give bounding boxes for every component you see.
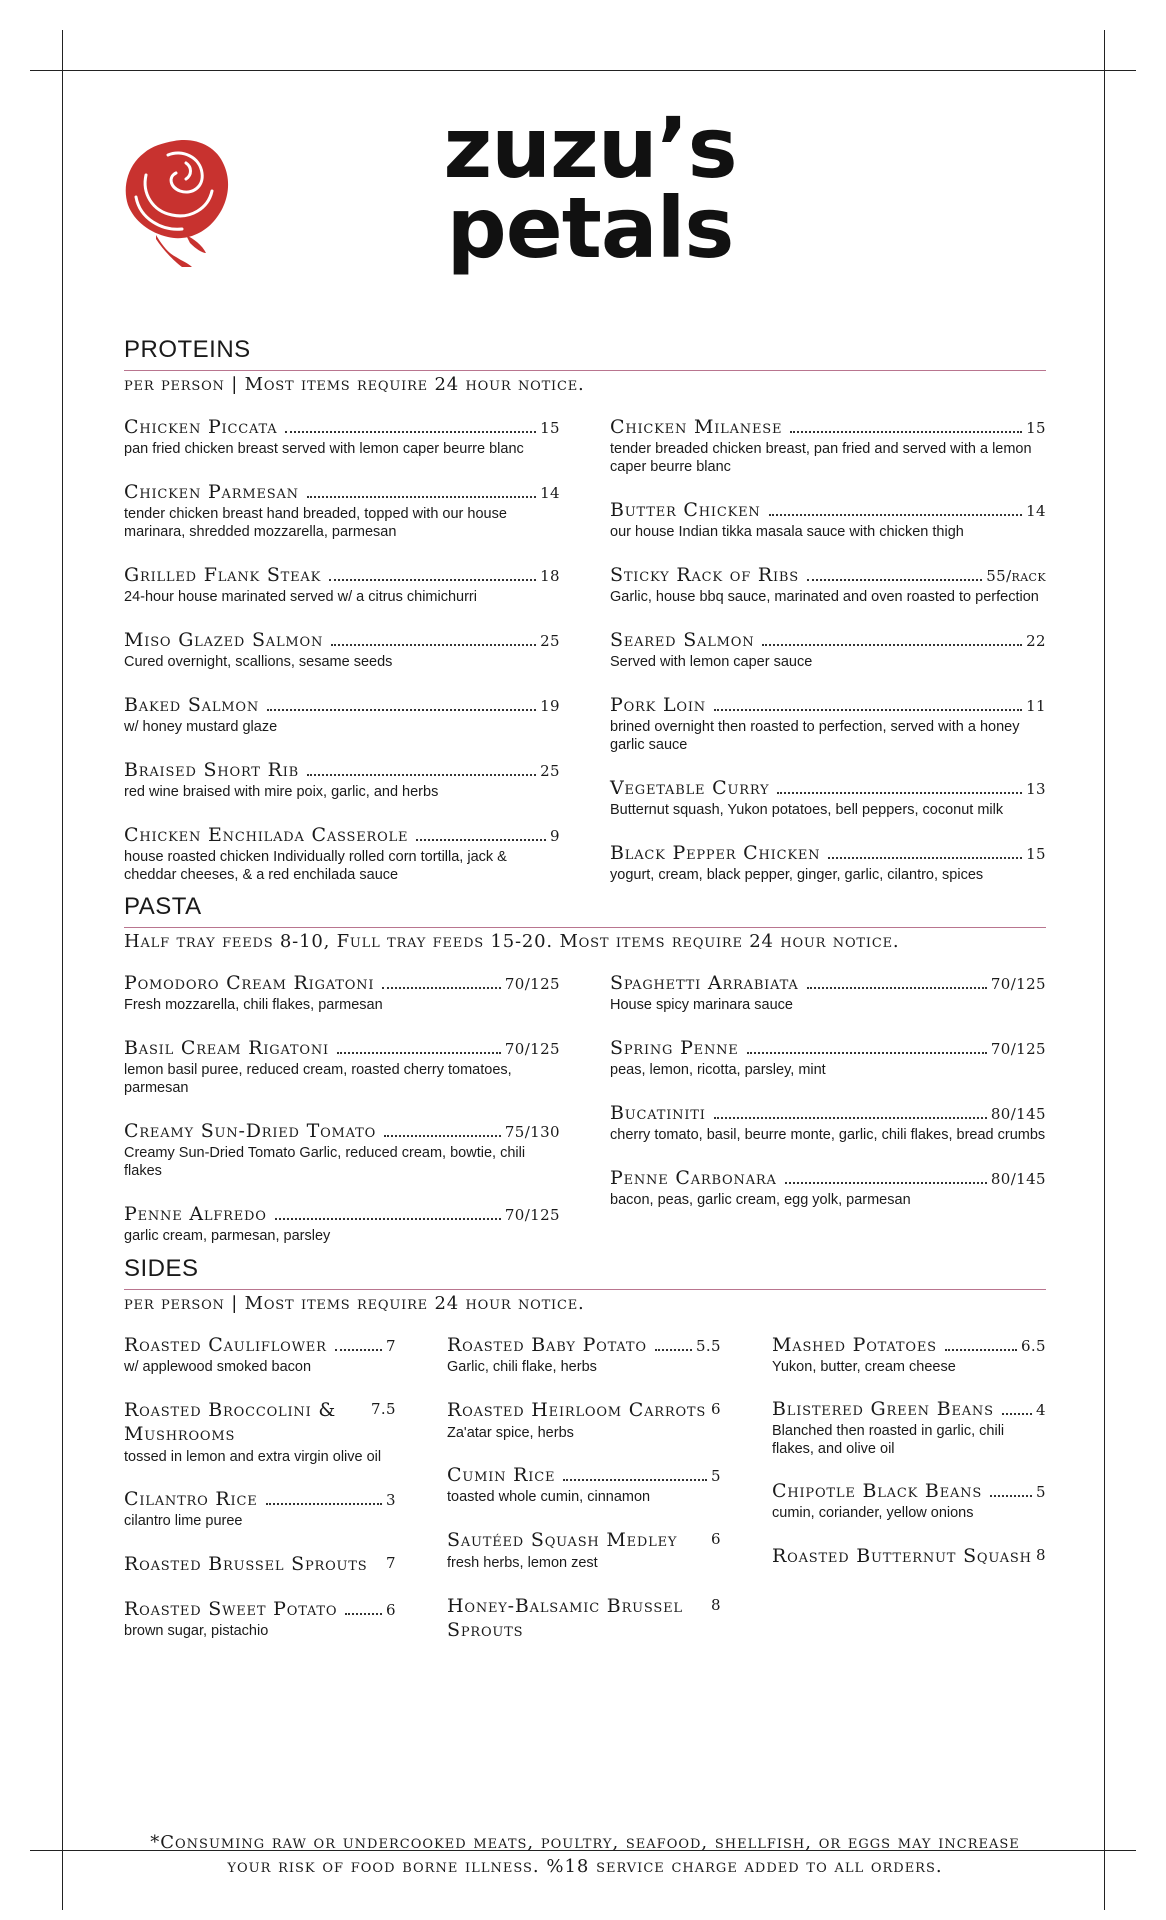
sides-title: SIDES: [124, 1255, 199, 1282]
menu-item: [772, 1480, 1046, 1522]
menu-item: [124, 759, 560, 801]
menu-item-name: Penne Carbonara: [610, 1167, 777, 1189]
menu-item-name: Creamy Sun-Dried Tomato: [124, 1120, 377, 1142]
proteins-note: per person | Most items require 24 hour notice.: [124, 374, 585, 395]
menu-item: [447, 1464, 721, 1506]
menu-item-description: Blanched then roasted in garlic, chili flakes, and olive oil: [772, 1423, 1005, 1457]
menu-item-name: Blistered Green Beans: [772, 1398, 994, 1420]
menu-item-leader: [714, 709, 1022, 711]
menu-item-description: tender breaded chicken breast, pan fried and served with a lemon caper beurre blanc: [610, 441, 1032, 475]
menu-item-line: [124, 1334, 396, 1356]
menu-item-price: 25: [540, 762, 560, 780]
menu-item-description: peas, lemon, ricotta, parsley, mint: [610, 1062, 826, 1078]
menu-item-description: w/ applewood smoked bacon: [124, 1359, 312, 1375]
menu-item-leader: [785, 1182, 987, 1184]
menu-item-name: Roasted Brussel Sprouts: [124, 1553, 368, 1575]
menu-item-price: 19: [540, 697, 560, 715]
menu-item-description: Garlic, house bbq sauce, marinated and oven roasted to perfection: [610, 589, 1039, 605]
menu-item-description: Garlic, chili flake, herbs: [447, 1359, 597, 1375]
menu-item: [447, 1528, 721, 1572]
menu-item: [124, 1398, 396, 1466]
menu-item-description: Za'atar spice, herbs: [447, 1425, 574, 1441]
menu-item-name: Roasted Broccolini & Mushrooms: [124, 1399, 337, 1445]
menu-item-leader: [266, 1503, 383, 1505]
menu-item-line: [124, 694, 560, 716]
menu-item-description: house roasted chicken Individually rolled corn tortilla, jack & cheddar cheeses, & a red enchilada sauce: [124, 849, 507, 883]
menu-item: [124, 416, 560, 458]
sides-rule: [124, 1289, 1046, 1290]
menu-item: [124, 1203, 560, 1245]
menu-item-line: [610, 416, 1046, 438]
menu-item-line: [772, 1398, 1046, 1420]
crop-mark-top: [30, 70, 1136, 71]
menu-item-price: 15: [540, 419, 560, 437]
menu-item-line: [124, 564, 560, 586]
menu-item: [610, 564, 1046, 606]
crop-mark-left: [62, 30, 63, 1910]
menu-item-leader: [945, 1349, 1017, 1351]
menu-item-description: Fresh mozzarella, chili flakes, parmesan: [124, 997, 383, 1013]
menu-item-leader: [382, 987, 501, 989]
menu-item-line: [124, 1598, 396, 1620]
menu-item-line: [447, 1398, 721, 1422]
menu-item-leader: [769, 514, 1023, 516]
menu-item-price: 7: [386, 1554, 396, 1572]
menu-item: [610, 694, 1046, 754]
menu-item-price: 7: [386, 1337, 396, 1355]
menu-item-line: [610, 694, 1046, 716]
menu-item-leader: [345, 1613, 382, 1615]
menu-item-description: toasted whole cumin, cinnamon: [447, 1489, 651, 1505]
menu-item-leader: [267, 709, 536, 711]
menu-item-price: 70/125: [504, 1040, 560, 1058]
menu-item-name: Chicken Piccata: [124, 416, 278, 438]
menu-item-price: 70/125: [504, 1206, 560, 1224]
menu-item: [610, 499, 1046, 541]
menu-item-price: 70/125: [504, 975, 560, 993]
menu-item-line: [772, 1334, 1046, 1356]
menu-item-name: Penne Alfredo: [124, 1203, 267, 1225]
menu-item-name: Roasted Cauliflower: [124, 1334, 327, 1356]
menu-item: [610, 972, 1046, 1014]
menu-item: [610, 1037, 1046, 1079]
menu-item-description: w/ honey mustard glaze: [124, 719, 278, 735]
menu-item-name: Spaghetti Arrabiata: [610, 972, 799, 994]
menu-item: [772, 1398, 1046, 1458]
proteins-rule: [124, 370, 1046, 371]
menu-item: [447, 1398, 721, 1442]
menu-item-price: 6: [386, 1601, 396, 1619]
menu-item-price: 14: [1026, 502, 1046, 520]
menu-item-name: Baked Salmon: [124, 694, 259, 716]
menu-item-line: [610, 1167, 1046, 1189]
menu-item-description: brined overnight then roasted to perfection, served with a honey garlic sauce: [610, 719, 1020, 753]
menu-item-leader: [337, 1052, 501, 1054]
menu-item-description: Creamy Sun-Dried Tomato Garlic, reduced cream, bowtie, chili flakes: [124, 1145, 526, 1179]
brand-line-1: zuzu’s: [443, 99, 737, 197]
menu-item-name: Pomodoro Cream Rigatoni: [124, 972, 375, 994]
menu-item: [124, 1552, 396, 1576]
menu-item-price: 15: [1026, 845, 1046, 863]
menu-item-name: Cilantro Rice: [124, 1488, 258, 1510]
menu-item: [124, 1334, 396, 1376]
proteins-left-column: [124, 416, 560, 884]
menu-item-line: [447, 1594, 721, 1642]
menu-item-leader: [655, 1349, 692, 1351]
menu-item-line: [124, 1552, 396, 1576]
menu-item-name: Honey-Balsamic Brussel Sprouts: [447, 1595, 683, 1641]
menu-item-name: Basil Cream Rigatoni: [124, 1037, 329, 1059]
menu-item-name: Miso Glazed Salmon: [124, 629, 324, 651]
menu-item-description: tender chicken breast hand breaded, topped with our house marinara, shredded mozzarella, parmesan: [124, 506, 507, 540]
menu-item-price: 6.5: [1020, 1337, 1046, 1355]
menu-item-name: Chicken Parmesan: [124, 481, 299, 503]
menu-item: [124, 481, 560, 541]
menu-item-leader: [329, 579, 536, 581]
menu-item-description: brown sugar, pistachio: [124, 1623, 269, 1639]
menu-item-leader: [990, 1495, 1032, 1497]
menu-item-price: 14: [540, 484, 560, 502]
menu-item: [447, 1594, 721, 1642]
menu-item-line: [610, 1102, 1046, 1124]
menu-item-price: 6: [711, 1400, 721, 1418]
menu-item-name: Pork Loin: [610, 694, 706, 716]
menu-item-name: Cumin Rice: [447, 1464, 556, 1486]
menu-item-leader: [563, 1479, 707, 1481]
menu-item: [447, 1334, 721, 1376]
sides-note: per person | Most items require 24 hour notice.: [124, 1293, 585, 1314]
menu-item-price: 80/145: [990, 1170, 1046, 1188]
menu-item-name: Black Pepper Chicken: [610, 842, 821, 864]
menu-item-price: 80/145: [990, 1105, 1046, 1123]
crop-mark-right: [1104, 30, 1105, 1910]
menu-item-name: Chicken Milanese: [610, 416, 783, 438]
menu-item-description: pan fried chicken breast served with lemon caper beurre blanc: [124, 441, 524, 457]
menu-item-name: Mashed Potatoes: [772, 1334, 937, 1356]
menu-item: [124, 824, 560, 884]
menu-item-line: [610, 842, 1046, 864]
menu-item-name: Sticky Rack of Ribs: [610, 564, 799, 586]
menu-item: [124, 1120, 560, 1180]
menu-item-price: 8: [1036, 1546, 1046, 1564]
menu-item-price: 13: [1026, 780, 1046, 798]
menu-item-leader: [747, 1052, 987, 1054]
menu-item-name: Vegetable Curry: [610, 777, 770, 799]
menu-item-price: 11: [1026, 697, 1046, 715]
menu-item-line: [447, 1528, 721, 1552]
menu-item-leader: [807, 579, 982, 581]
menu-item: [124, 564, 560, 606]
menu-item-description: Cured overnight, scallions, sesame seeds: [124, 654, 393, 670]
menu-item: [610, 1167, 1046, 1209]
menu-item-leader: [384, 1135, 501, 1137]
menu-item: [610, 416, 1046, 476]
menu-item-name: Seared Salmon: [610, 629, 755, 651]
menu-item-description: cilantro lime puree: [124, 1513, 243, 1529]
menu-item-price: 15: [1026, 419, 1046, 437]
menu-item-leader: [416, 839, 546, 841]
menu-item-line: [124, 972, 560, 994]
menu-item-leader: [307, 774, 536, 776]
allergy-notice-line-1: *Consuming raw or undercooked meats, poultry, seafood, shellfish, or eggs may increase: [150, 1832, 1020, 1853]
pasta-left-column: [124, 972, 560, 1245]
menu-item: [124, 1037, 560, 1097]
menu-item-line: [447, 1464, 721, 1486]
menu-item: [124, 694, 560, 736]
pasta-right-column: [610, 972, 1046, 1209]
menu-item-price: 8: [711, 1596, 721, 1614]
menu-item-price: 70/125: [990, 975, 1046, 993]
menu-item-description: tossed in lemon and extra virgin olive oil: [124, 1449, 382, 1465]
menu-item-price: 75/130: [504, 1123, 560, 1141]
menu-item-price: 70/125: [990, 1040, 1046, 1058]
menu-item-price: 4: [1036, 1401, 1046, 1419]
brand-line-2: petals: [446, 179, 734, 277]
menu-item-line: [610, 499, 1046, 521]
sides-column-2: [447, 1334, 721, 1642]
menu-item-line: [772, 1544, 1046, 1568]
menu-item-description: cumin, coriander, yellow onions: [772, 1505, 974, 1521]
menu-item-description: Served with lemon caper sauce: [610, 654, 813, 670]
menu-item: [772, 1334, 1046, 1376]
menu-item-leader: [714, 1117, 987, 1119]
menu-item-line: [610, 777, 1046, 799]
menu-item-name: Roasted Heirloom Carrots: [447, 1399, 707, 1421]
allergy-notice-line-2: your risk of food borne illness. %18 service charge added to all orders.: [227, 1856, 943, 1877]
menu-item-line: [610, 1037, 1046, 1059]
menu-item-price: 3: [386, 1491, 396, 1509]
menu-item-line: [124, 629, 560, 651]
menu-item-description: red wine braised with mire poix, garlic, and herbs: [124, 784, 439, 800]
menu-item: [124, 1598, 396, 1640]
brand-name: [400, 99, 780, 277]
menu-item-name: Chicken Enchilada Casserole: [124, 824, 409, 846]
menu-item-price: 5: [1036, 1483, 1046, 1501]
menu-item-name: Bucatiniti: [610, 1102, 706, 1124]
pasta-title: PASTA: [124, 893, 202, 920]
menu-item-line: [610, 564, 1046, 586]
menu-item-line: [124, 1120, 560, 1142]
menu-item-description: our house Indian tikka masala sauce with chicken thigh: [610, 524, 964, 540]
menu-item-description: Yukon, butter, cream cheese: [772, 1359, 956, 1375]
menu-item-line: [124, 824, 560, 846]
menu-item-line: [124, 1488, 396, 1510]
menu-item-price: 5.5: [695, 1337, 721, 1355]
menu-item-leader: [777, 792, 1022, 794]
menu-item-price: 5: [711, 1467, 721, 1485]
menu-item-price: 18: [540, 567, 560, 585]
menu-item-description: cherry tomato, basil, beurre monte, garlic, chili flakes, bread crumbs: [610, 1127, 1046, 1143]
sides-column-3: [772, 1334, 1046, 1568]
menu-item-line: [124, 1203, 560, 1225]
rose-logo-icon: [116, 135, 238, 267]
sides-column-1: [124, 1334, 396, 1640]
menu-item-line: [610, 972, 1046, 994]
menu-item-leader: [335, 1349, 382, 1351]
menu-item-leader: [762, 644, 1022, 646]
menu-item-name: Roasted Sweet Potato: [124, 1598, 338, 1620]
menu-item-name: Braised Short Rib: [124, 759, 300, 781]
menu-item-leader: [790, 431, 1022, 433]
menu-item-name: Grilled Flank Steak: [124, 564, 322, 586]
menu-item-line: [124, 1037, 560, 1059]
menu-item-line: [772, 1480, 1046, 1502]
proteins-title: PROTEINS: [124, 336, 251, 363]
menu-item-price: 9: [550, 827, 560, 845]
menu-item-price: 7.5: [370, 1400, 396, 1418]
menu-item-description: lemon basil puree, reduced cream, roasted cherry tomatoes, parmesan: [124, 1062, 512, 1096]
menu-item-description: garlic cream, parmesan, parsley: [124, 1228, 331, 1244]
menu-item: [772, 1544, 1046, 1568]
menu-item: [124, 629, 560, 671]
menu-item-leader: [275, 1218, 501, 1220]
menu-item: [124, 1488, 396, 1530]
pasta-rule: [124, 927, 1046, 928]
menu-item-name: Butter Chicken: [610, 499, 761, 521]
menu-item-name: Spring Penne: [610, 1037, 739, 1059]
menu-item-line: [610, 629, 1046, 651]
menu-item-leader: [1002, 1413, 1032, 1415]
menu-item-name: Sautéed Squash Medley: [447, 1529, 678, 1551]
menu-item-description: bacon, peas, garlic cream, egg yolk, parmesan: [610, 1192, 911, 1208]
menu-item: [124, 972, 560, 1014]
menu-item-leader: [807, 987, 987, 989]
pasta-note: Half tray feeds 8-10, Full tray feeds 15-20. Most items require 24 hour notice.: [124, 931, 900, 952]
menu-item-line: [124, 759, 560, 781]
menu-item-price: 25: [540, 632, 560, 650]
menu-item-description: House spicy marinara sauce: [610, 997, 793, 1013]
menu-item-description: yogurt, cream, black pepper, ginger, garlic, cilantro, spices: [610, 867, 984, 883]
menu-item-price: 6: [711, 1530, 721, 1548]
menu-item-name: Roasted Butternut Squash: [772, 1545, 1032, 1567]
proteins-right-column: [610, 416, 1046, 884]
menu-item-leader: [828, 857, 1022, 859]
menu-item-line: [447, 1334, 721, 1356]
menu-item-price: 55/rack: [986, 567, 1046, 585]
menu-item-name: Chipotle Black Beans: [772, 1480, 983, 1502]
menu-item-price: 22: [1026, 632, 1046, 650]
menu-item: [610, 1102, 1046, 1144]
menu-item: [610, 777, 1046, 819]
menu-item-description: Butternut squash, Yukon potatoes, bell peppers, coconut milk: [610, 802, 1004, 818]
menu-item-line: [124, 481, 560, 503]
menu-item-description: 24-hour house marinated served w/ a citrus chimichurri: [124, 589, 477, 605]
menu-item: [610, 629, 1046, 671]
menu-item-name: Roasted Baby Potato: [447, 1334, 647, 1356]
menu-item-line: [124, 416, 560, 438]
menu-item-leader: [307, 496, 536, 498]
menu-item-leader: [331, 644, 536, 646]
menu-item-leader: [285, 431, 536, 433]
menu-item-description: fresh herbs, lemon zest: [447, 1555, 598, 1571]
menu-item-line: [124, 1398, 396, 1446]
menu-item: [610, 842, 1046, 884]
allergy-notice: [124, 1831, 1046, 1879]
